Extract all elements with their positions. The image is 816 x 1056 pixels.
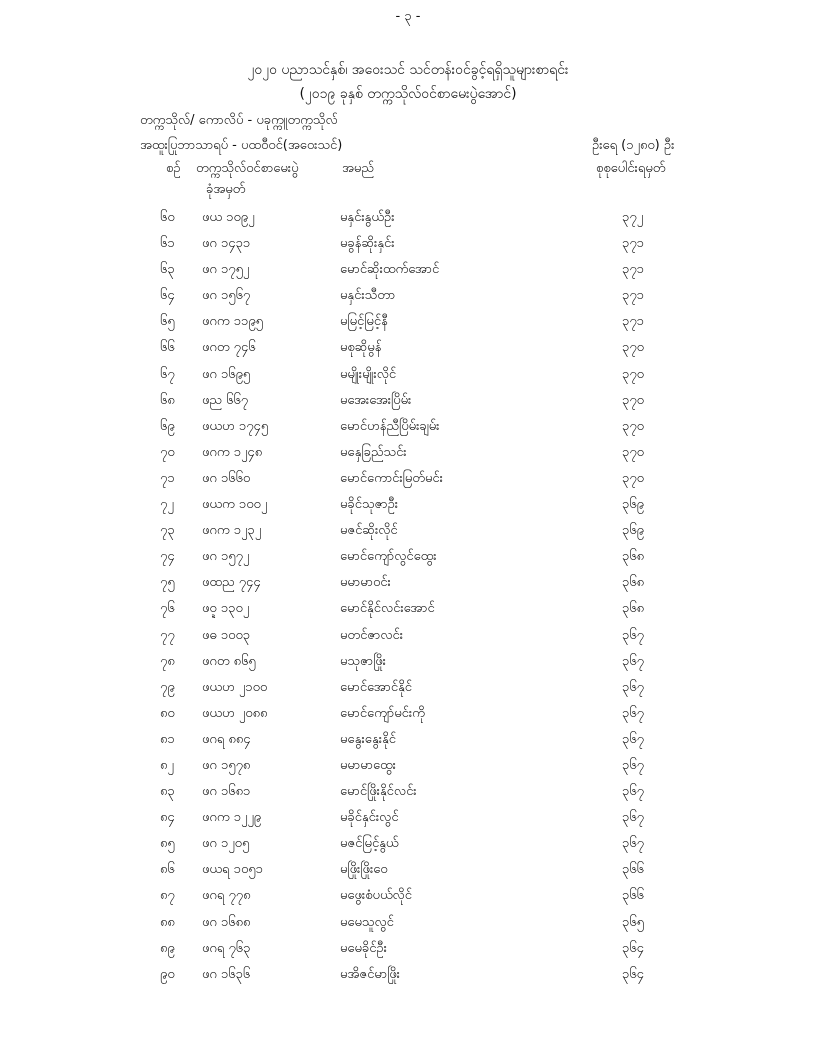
table-row bbox=[0, 392, 816, 418]
marks-cell: ၃၇၀ bbox=[622, 444, 644, 460]
roll-number-cell: ဖဂက ၁၂၂၉ bbox=[202, 810, 262, 826]
roll-number-cell: ဖဂ ၁၄၃၁ bbox=[202, 236, 251, 252]
roll-number-cell: ဖဂ ၁၅၇၂ bbox=[202, 549, 250, 565]
serial-cell: ၆၈ bbox=[160, 392, 175, 408]
name-cell: မမြင့်မြင့်နီ bbox=[340, 314, 388, 330]
table-row bbox=[0, 418, 816, 444]
serial-cell: ၈၂ bbox=[160, 757, 174, 773]
serial-cell: ၆၉ bbox=[160, 418, 175, 434]
name-cell: မဇင်မြင့်နွယ် bbox=[340, 836, 399, 852]
marks-cell: ၃၇၁ bbox=[622, 314, 644, 330]
marks-cell: ၃၇၀ bbox=[622, 418, 644, 434]
roll-number-cell: ဖဂတ ၈၆၅ bbox=[202, 653, 256, 669]
document-subtitle: (၂၀၁၉ ခုနှစ် တက္ကသိုလ်ဝင်စာမေးပွဲအောင်) bbox=[299, 86, 517, 102]
page-number: - ၃ - bbox=[395, 9, 421, 24]
roll-number-cell: ဖည ၆၆၇ bbox=[202, 392, 249, 408]
name-cell: မနှင်းနွယ်ဦး bbox=[340, 210, 395, 225]
marks-cell: ၃၆၄ bbox=[622, 940, 644, 956]
table-row bbox=[0, 861, 816, 887]
name-cell: မောင်နိုင်လင်းအောင် bbox=[340, 601, 435, 617]
serial-cell: ၇၀ bbox=[160, 444, 175, 460]
name-cell: မောင်ဖြိုးနိုင်လင်း bbox=[340, 784, 417, 800]
serial-cell: ၇၇ bbox=[160, 627, 175, 643]
subject-line: အထူးပြုဘာသာရပ် - ပထဝီဝင်(အဝေးသင်) bbox=[140, 138, 343, 153]
serial-cell: ၈၅ bbox=[160, 836, 175, 852]
roll-number-cell: ဖယ ၁၀၉၂ bbox=[202, 210, 255, 225]
name-cell: မသုဇာဖြိုး bbox=[340, 653, 386, 669]
table-row bbox=[0, 209, 816, 235]
name-cell: မမေခိုင်ဦး bbox=[340, 940, 387, 956]
serial-cell: ၈၀ bbox=[160, 705, 175, 721]
table-row bbox=[0, 470, 816, 496]
serial-cell: ၆၀ bbox=[160, 210, 175, 225]
roll-number-cell: ဖဂ ၁၆၉၅ bbox=[202, 366, 251, 382]
serial-cell: ၇၉ bbox=[160, 679, 175, 695]
header-roll-number-line2: ခုံအမှတ် bbox=[206, 182, 246, 197]
table-row bbox=[0, 653, 816, 679]
serial-cell: ၇၃ bbox=[160, 523, 175, 539]
roll-number-cell: ဖယဟ ၂၀၈၈ bbox=[202, 705, 268, 721]
marks-cell: ၃၆၆ bbox=[622, 862, 644, 878]
roll-number-cell: ဖထည ၇၄၄ bbox=[202, 575, 261, 591]
name-cell: မောင်ကောင်းမြတ်မင်း bbox=[340, 470, 443, 486]
name-cell: မတင်ဇာလင်း bbox=[340, 627, 404, 643]
name-cell: မဖြိုးဖြိုးဝေ bbox=[340, 862, 388, 878]
name-cell: မောင်ကျော်လွင်ထွေး bbox=[340, 549, 437, 565]
table-row bbox=[0, 731, 816, 757]
name-cell: မမေသူလွင် bbox=[340, 914, 394, 930]
table-row bbox=[0, 366, 816, 392]
name-cell: မဖွေးစံပယ်လိုင် bbox=[340, 888, 412, 904]
serial-cell: ၇၅ bbox=[160, 575, 175, 591]
serial-cell: ၈၄ bbox=[160, 810, 175, 826]
table-row bbox=[0, 496, 816, 522]
marks-cell: ၃၇၂ bbox=[622, 210, 644, 225]
name-cell: မဇင်ဆိုးလိုင် bbox=[340, 523, 398, 539]
header-name: အမည် bbox=[342, 161, 374, 176]
serial-cell: ၆၆ bbox=[160, 340, 175, 356]
serial-cell: ၇၈ bbox=[160, 653, 175, 669]
marks-cell: ၃၇၀ bbox=[622, 366, 644, 382]
marks-cell: ၃၆၈ bbox=[622, 575, 645, 591]
name-cell: မောင်ဆိုးထက်အောင် bbox=[340, 262, 440, 278]
marks-cell: ၃၆၆ bbox=[622, 888, 644, 904]
serial-cell: ၇၆ bbox=[160, 601, 175, 617]
table-row bbox=[0, 444, 816, 470]
name-cell: မမျိုးမျိုးလိုင် bbox=[340, 366, 397, 382]
name-cell: မခိုင်သုဇာဦး bbox=[340, 497, 399, 513]
name-cell: မောင်ဟန်ညီပြိမ်းချမ်း bbox=[340, 418, 440, 434]
roll-number-cell: ဖဂက ၁၂၃၂ bbox=[202, 523, 262, 539]
name-cell: မမာမာဝင်း bbox=[340, 575, 391, 591]
university-line: တက္ကသိုလ်/ ကောလိပ် - ပခုက္ကူတက္ကသိုလ် bbox=[140, 113, 338, 128]
serial-cell: ၆၁ bbox=[160, 236, 175, 252]
table-row bbox=[0, 339, 816, 365]
table-row bbox=[0, 757, 816, 783]
table-row bbox=[0, 966, 816, 992]
table-row bbox=[0, 548, 816, 574]
student-list bbox=[0, 209, 816, 992]
header-roll-number: တက္ကသိုလ်ဝင်စာမေးပွဲ bbox=[196, 161, 299, 176]
serial-cell: ၇၁ bbox=[160, 470, 175, 486]
roll-number-cell: ဖဝ္ဍ ၁၃၀၂ bbox=[202, 601, 250, 617]
serial-cell: ၈၇ bbox=[160, 888, 175, 904]
document-title: ၂၀၂၀ ပညာသင်နှစ်၊ အဝေးသင် သင်တန်းဝင်ခွင့်ရရှိသူများစာရင်း bbox=[247, 62, 569, 78]
table-row bbox=[0, 287, 816, 313]
marks-cell: ၃၇၁ bbox=[622, 236, 644, 252]
table-row bbox=[0, 522, 816, 548]
name-cell: မခွန်ဆိုးနှင်း bbox=[340, 236, 395, 252]
table-row bbox=[0, 887, 816, 913]
serial-cell: ၆၄ bbox=[160, 288, 175, 304]
table-row bbox=[0, 783, 816, 809]
roll-number-cell: ဖဂက ၁၁၉၅ bbox=[202, 314, 263, 330]
marks-cell: ၃၆၇ bbox=[622, 810, 644, 826]
roll-number-cell: ဖဂ ၁၆၃၆ bbox=[202, 966, 251, 982]
table-row bbox=[0, 235, 816, 261]
table-row bbox=[0, 914, 816, 940]
table-row bbox=[0, 261, 816, 287]
marks-cell: ၃၇၁ bbox=[622, 288, 644, 304]
marks-cell: ၃၆၇ bbox=[622, 836, 644, 852]
table-row bbox=[0, 809, 816, 835]
marks-cell: ၃၆၇ bbox=[622, 757, 644, 773]
name-cell: မအိဇင်မာဖြိုး bbox=[340, 966, 400, 982]
serial-cell: ၈၆ bbox=[160, 862, 175, 878]
marks-cell: ၃၆၇ bbox=[622, 679, 644, 695]
roll-number-cell: ဖဂက ၁၂၄၈ bbox=[202, 444, 263, 460]
marks-cell: ၃၆၄ bbox=[622, 966, 644, 982]
serial-cell: ၆၅ bbox=[160, 314, 175, 330]
marks-cell: ၃၆၅ bbox=[622, 914, 644, 930]
name-cell: မောင်ကျော်မင်းကို bbox=[340, 705, 425, 721]
roll-number-cell: ဖဓ ၁၀၀၃ bbox=[202, 627, 251, 643]
serial-cell: ၇၄ bbox=[160, 549, 175, 565]
serial-cell: ၆၃ bbox=[160, 262, 175, 278]
marks-cell: ၃၇၀ bbox=[622, 340, 644, 356]
roll-number-cell: ဖယရ ၁၀၅၁ bbox=[202, 862, 263, 878]
name-cell: မနှင်းသီတာ bbox=[340, 288, 396, 304]
serial-cell: ၉၀ bbox=[160, 966, 175, 982]
marks-cell: ၃၆၉ bbox=[622, 497, 644, 513]
roll-number-cell: ဖဂရ ၈၈၄ bbox=[202, 731, 251, 747]
roll-number-cell: ဖဂ ၁၆၈၁ bbox=[202, 784, 251, 800]
quota-line: ဦးရေ (၁၂၈၀) ဦး bbox=[592, 138, 675, 153]
roll-number-cell: ဖဂ ၁၇၅၂ bbox=[202, 262, 250, 278]
serial-cell: ၈၁ bbox=[160, 731, 175, 747]
serial-cell: ၈၉ bbox=[160, 940, 175, 956]
name-cell: မအေးအေးပြိမ်း bbox=[340, 392, 412, 408]
name-cell: မနွေးနွေးနိုင် bbox=[340, 731, 397, 747]
table-row bbox=[0, 313, 816, 339]
roll-number-cell: ဖယက ၁၀၀၂ bbox=[202, 497, 268, 513]
roll-number-cell: ဖယဟ ၁၇၄၅ bbox=[202, 418, 269, 434]
marks-cell: ၃၆၈ bbox=[622, 601, 645, 617]
marks-cell: ၃၇၀ bbox=[622, 470, 644, 486]
marks-cell: ၃၆၉ bbox=[622, 523, 644, 539]
marks-cell: ၃၆၇ bbox=[622, 627, 644, 643]
header-total-marks: စုစုပေါင်းရမှတ် bbox=[596, 161, 666, 176]
table-row bbox=[0, 627, 816, 653]
table-row bbox=[0, 835, 816, 861]
table-row bbox=[0, 600, 816, 626]
table-row bbox=[0, 940, 816, 966]
roll-number-cell: ဖဂ ၁၅၆၇ bbox=[202, 288, 251, 304]
name-cell: မစုဆိုမွန် bbox=[340, 340, 382, 356]
name-cell: မခိုင်နှင်းလွင် bbox=[340, 810, 399, 826]
serial-cell: ၆၇ bbox=[160, 366, 175, 382]
roll-number-cell: ဖဂတ ၇၄၆ bbox=[202, 340, 256, 356]
marks-cell: ၃၆၇ bbox=[622, 653, 644, 669]
name-cell: မမာမာထွေး bbox=[340, 757, 396, 773]
roll-number-cell: ဖဂ ၁၆၈၈ bbox=[202, 914, 251, 930]
marks-cell: ၃၇၀ bbox=[622, 392, 644, 408]
table-row bbox=[0, 679, 816, 705]
table-row bbox=[0, 705, 816, 731]
roll-number-cell: ဖဂ ၁၂၀၅ bbox=[202, 836, 250, 852]
serial-cell: ၇၂ bbox=[160, 497, 174, 513]
name-cell: မနှေခြည်သင်း bbox=[340, 444, 407, 460]
roll-number-cell: ဖဂ ၁၅၇၈ bbox=[202, 757, 251, 773]
table-row bbox=[0, 574, 816, 600]
serial-cell: ၈၈ bbox=[160, 914, 175, 930]
roll-number-cell: ဖယဟ ၂၁၀၀ bbox=[202, 679, 268, 695]
marks-cell: ၃၆၇ bbox=[622, 731, 644, 747]
roll-number-cell: ဖဂရ ၇၆၃ bbox=[202, 940, 251, 956]
header-serial: စဉ် bbox=[166, 161, 181, 176]
marks-cell: ၃၇၁ bbox=[622, 262, 644, 278]
serial-cell: ၈၃ bbox=[160, 784, 175, 800]
marks-cell: ၃၆၈ bbox=[622, 549, 645, 565]
name-cell: မောင်အောင်နိုင် bbox=[340, 679, 413, 695]
roll-number-cell: ဖဂ ၁၆၆၀ bbox=[202, 470, 251, 486]
roll-number-cell: ဖဂရ ၇၇၈ bbox=[202, 888, 251, 904]
marks-cell: ၃၆၇ bbox=[622, 784, 644, 800]
marks-cell: ၃၆၇ bbox=[622, 705, 644, 721]
